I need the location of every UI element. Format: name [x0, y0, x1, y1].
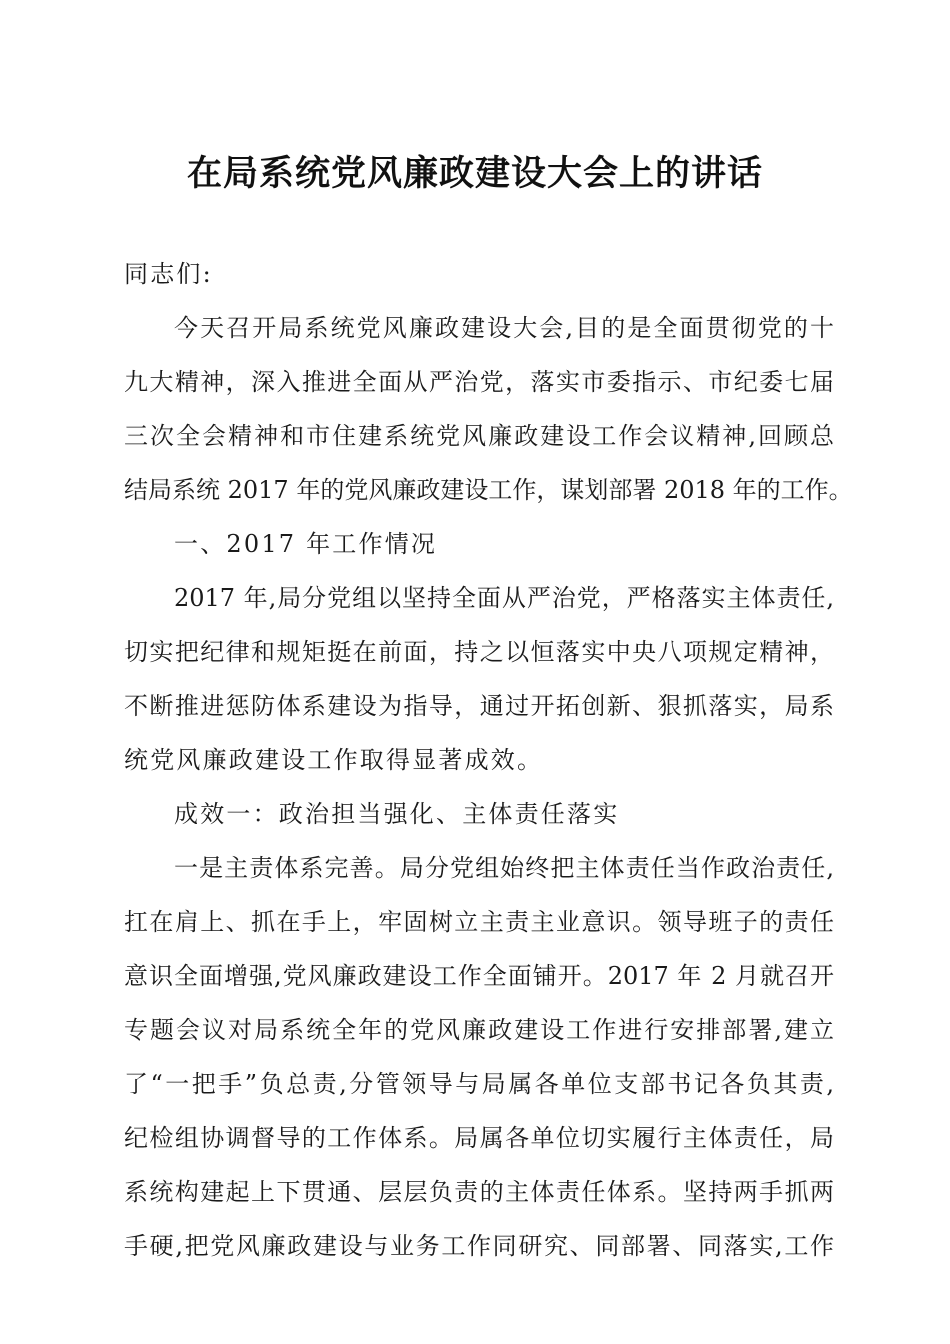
document-body	[124, 247, 853, 1273]
paragraph-line: 不断推进惩防体系建设为指导，通过开拓创新、狠抓落实，局系	[124, 692, 834, 720]
paragraph-line: 系统构建起上下贯通、层层负责的主体责任体系。坚持两手抓两	[124, 1178, 834, 1206]
paragraph-line: 今天召开局系统党风廉政建设大会,目的是全面贯彻党的十	[174, 314, 834, 342]
section-heading: 一、2017 年工作情况	[174, 530, 438, 558]
subsection-heading: 成效一：政治担当强化、主体责任落实	[174, 800, 620, 828]
paragraph-line: 2017 年,局分党组以坚持全面从严治党，严格落实主体责任,	[174, 584, 834, 612]
salutation: 同志们:	[124, 260, 213, 288]
paragraph-line: 专题会议对局系统全年的党风廉政建设工作进行安排部署,建立	[124, 1016, 834, 1044]
paragraph-line: 结局系统 2017 年的党风廉政建设工作，谋划部署 2018 年的工作。	[124, 476, 853, 504]
paragraph-line: 手硬,把党风廉政建设与业务工作同研究、同部署、同落实,工作	[124, 1232, 834, 1260]
paragraph-line: 扛在肩上、抓在手上，牢固树立主责主业意识。领导班子的责任	[124, 908, 834, 936]
paragraph-line: 九大精神，深入推进全面从严治党，落实市委指示、市纪委七届	[124, 368, 834, 396]
paragraph-line: 一是主责体系完善。局分党组始终把主体责任当作政治责任,	[174, 854, 834, 882]
paragraph-line: 了“一把手”负总责,分管领导与局属各单位支部书记各负其责,	[124, 1070, 834, 1098]
paragraph-line: 三次全会精神和市住建系统党风廉政建设工作会议精神,回顾总	[124, 422, 834, 450]
paragraph-line: 统党风廉政建设工作取得显著成效。	[124, 746, 544, 774]
paragraph-line: 切实把纪律和规矩挺在前面，持之以恒落实中央八项规定精神，	[124, 638, 834, 666]
paragraph-line: 意识全面增强,党风廉政建设工作全面铺开。2017 年 2 月就召开	[124, 962, 834, 990]
document-title: 在局系统党风廉政建设大会上的讲话	[186, 153, 763, 194]
paragraph-line: 纪检组协调督导的工作体系。局属各单位切实履行主体责任，局	[124, 1124, 834, 1152]
